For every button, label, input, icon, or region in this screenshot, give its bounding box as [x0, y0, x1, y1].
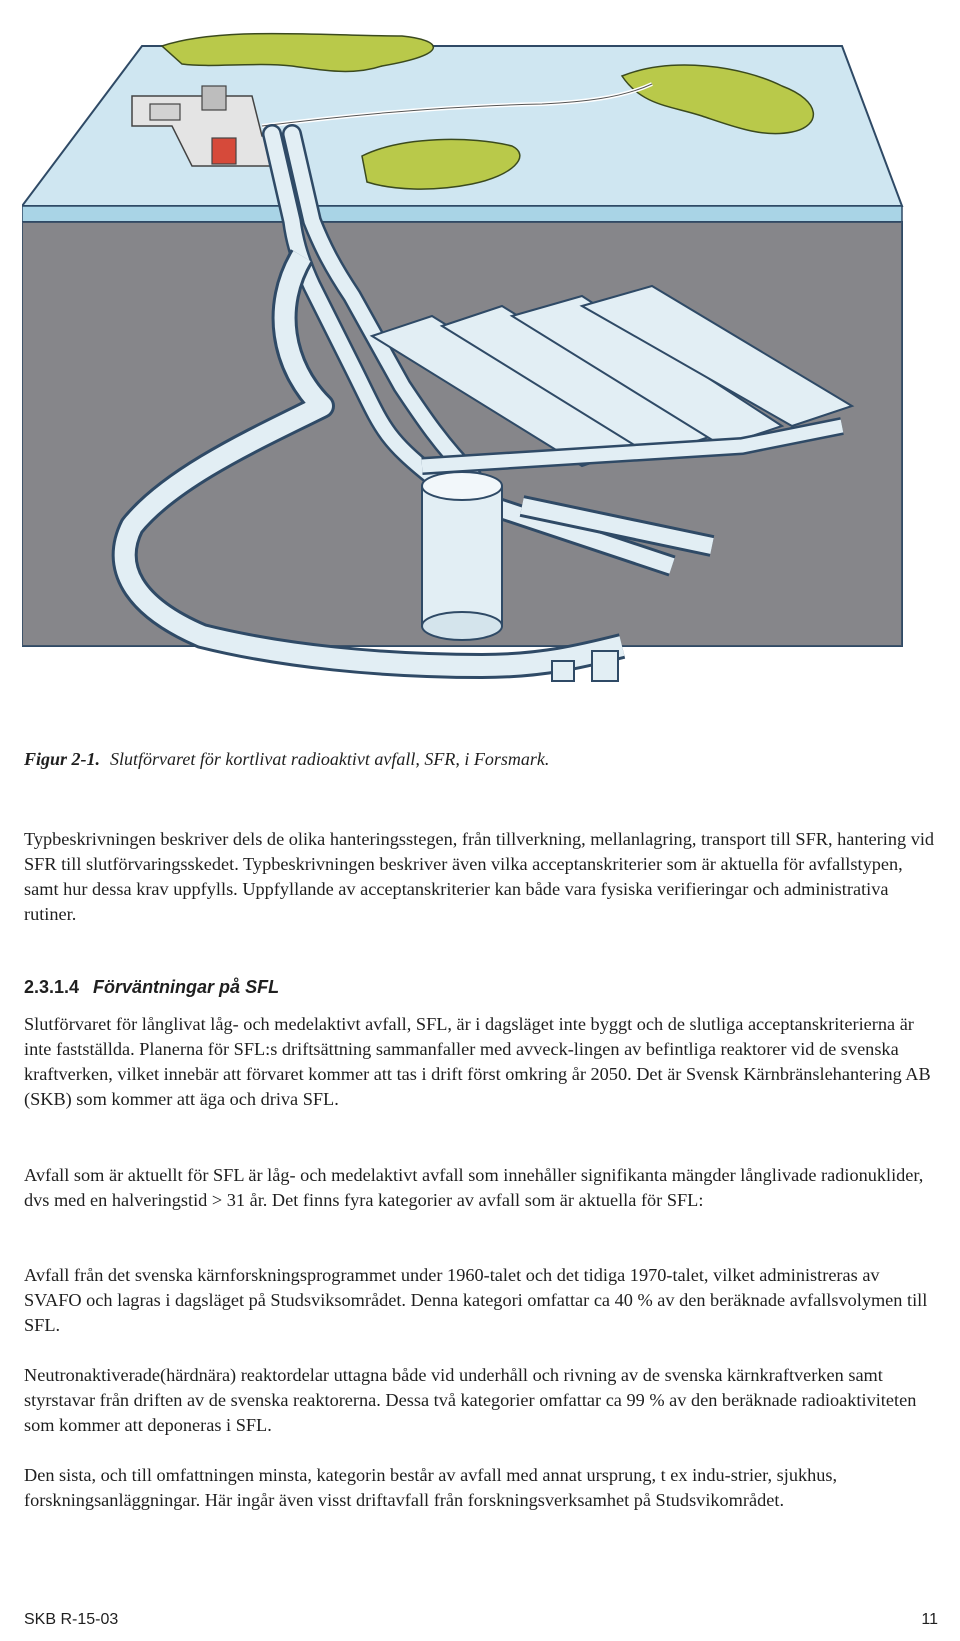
sfr-repository-drawing	[22, 6, 922, 726]
sfr-illustration	[22, 6, 922, 726]
report-id: SKB R-15-03	[24, 1611, 119, 1628]
paragraph: Typbeskrivningen beskriver dels de olika hanteringsstegen, från tillverkning, mellanlagring, transport till SFR, hantering vid SFR till slutförvaringsskedet. Typbeskrivningen beskriver även vilka acceptanskriterier som är aktuella för avfallstypen, samt hur dessa krav uppfylls. Uppfyllande av acceptanskriterier kan både vara fysiska verifieringar och administrativa rutiner.	[24, 829, 935, 924]
tunnel-end	[592, 651, 618, 681]
paragraph: Slutförvaret för långlivat låg- och medelaktivt avfall, SFL, är i dagsläget inte byggt och de slutliga acceptanskriterierna är inte fastställda. Planerna för SFL:s driftsättning sammanfaller med avveck-lingen av befintliga reaktorer vid de svenska kraftverken, vilket innebär att förvaret kommer att tas i drift först omkring år 2050. Det är Svensk Kärnbränslehantering AB (SKB) som kommer att äga och driva SFL.	[24, 1014, 931, 1109]
ship	[212, 138, 236, 164]
building	[202, 86, 226, 110]
section-number: 2.3.1.4	[24, 977, 80, 997]
paragraph: Avfall från det svenska kärnforskningsprogrammet under 1960-talet och det tidiga 1970-talet, vilket administreras av SVAFO och lagras i dagsläget på Studsviksområdet. Denna kategori omfattar ca 40 % av den beräknade avfallsvolymen till SFL.	[24, 1265, 928, 1335]
building	[150, 104, 180, 120]
paragraph: Neutronaktiverade(härdnära) reaktordelar uttagna både vid underhåll och rivning av de svenska kärnkraftverken samt styrstavar från driften av de svenska reaktorerna. Dessa två kategorier omfattar ca 99 % av den beräknade radioaktiviteten som kommer att deponeras i SFL.	[24, 1365, 917, 1435]
page-number: 11	[921, 1611, 938, 1628]
silo	[422, 472, 502, 640]
paragraph: Den sista, och till omfattningen minsta, kategorin består av avfall med annat ursprung, t ex indu-strier, sjukhus, forskningsanläggningar. Här ingår även visst driftavfall från forskningsverksamhet på Studsvikområdet.	[24, 1465, 838, 1510]
paragraph: Avfall som är aktuellt för SFL är låg- och medelaktivt avfall som innehåller signifikanta mängder långlivade radionuklider, dvs med en halveringstid > 31 år. Det finns fyra kategorier av avfall som är aktuella för SFL:	[24, 1165, 924, 1210]
figure-label: Figur 2-1.	[24, 749, 101, 769]
section-heading	[24, 977, 279, 998]
section-title: Förväntningar på SFL	[93, 977, 280, 997]
tunnel-end	[552, 661, 574, 681]
figure-caption	[24, 748, 934, 770]
figure-caption-text: Slutförvaret för kortlivat radioaktivt avfall, SFR, i Forsmark.	[110, 749, 550, 769]
water-edge	[22, 206, 902, 222]
page-footer	[24, 1607, 938, 1633]
